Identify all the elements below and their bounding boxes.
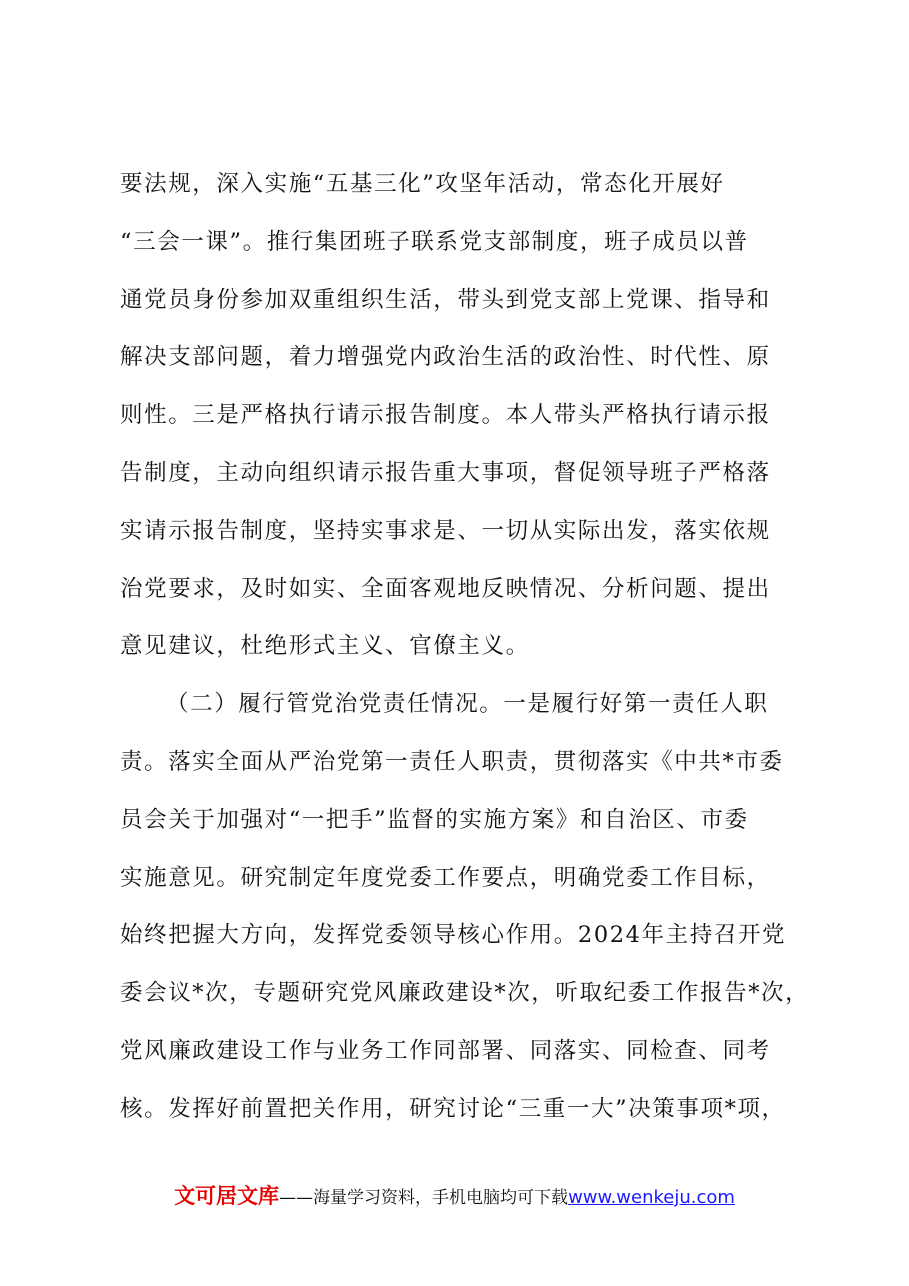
paragraph-line: 责。落实全面从严治党第一责任人职责，贯彻落实《中共*市委 xyxy=(120,748,784,775)
paragraph-line: 实施意见。研究制定年度党委工作要点，明确党委工作目标， xyxy=(120,864,771,891)
paragraph-line: 意见建议，杜绝形式主义、官僚主义。 xyxy=(120,633,530,660)
paragraph-line: 党风廉政建设工作与业务工作同部署、同落实、同检查、同考 xyxy=(120,1037,771,1064)
paragraph-line: 要法规，深入实施“五基三化”攻坚年活动，常态化开展好 xyxy=(120,171,725,197)
paragraph-line: 实请示报告制度，坚持实事求是、一切从实际出发，落实依规 xyxy=(120,517,771,544)
paragraph-line: 通党员身份参加双重组织生活，带头到党支部上党课、指导和 xyxy=(120,286,771,313)
paragraph-line: 治党要求，及时如实、全面客观地反映情况、分析问题、提出 xyxy=(120,575,771,602)
footer-tagline: ——海量学习资料，手机电脑均可下载 xyxy=(279,1188,569,1208)
paragraph-line: 始终把握大方向，发挥党委领导核心作用。2024年主持召开党 xyxy=(120,922,787,949)
document-body xyxy=(120,162,820,1145)
watermark-footer xyxy=(0,1180,909,1210)
paragraph-line: “三会一课”。推行集团班子联系党支部制度，班子成员以普 xyxy=(120,228,749,255)
paragraph-line: 委会议*次，专题研究党风廉政建设*次，听取纪委工作报告*次， xyxy=(120,980,810,1007)
paragraph-line: 核。发挥好前置把关作用，研究讨论“三重一大”决策事项*项， xyxy=(120,1095,786,1122)
paragraph-line: 员会关于加强对“一把手”监督的实施方案》和自治区、市委 xyxy=(120,806,749,833)
paragraph-line: 则性。三是严格执行请示报告制度。本人带头严格执行请示报 xyxy=(120,402,771,429)
footer-link[interactable]: www.wenkeju.com xyxy=(568,1187,735,1208)
paragraph-line: 解决支部问题，着力增强党内政治生活的政治性、时代性、原 xyxy=(120,344,771,371)
section-heading-line: （二）履行管党治党责任情况。一是履行好第一责任人职 xyxy=(166,691,769,718)
paragraph-line: 告制度，主动向组织请示报告重大事项，督促领导班子严格落 xyxy=(120,459,771,486)
footer-brand: 文可居文库 xyxy=(174,1184,280,1208)
